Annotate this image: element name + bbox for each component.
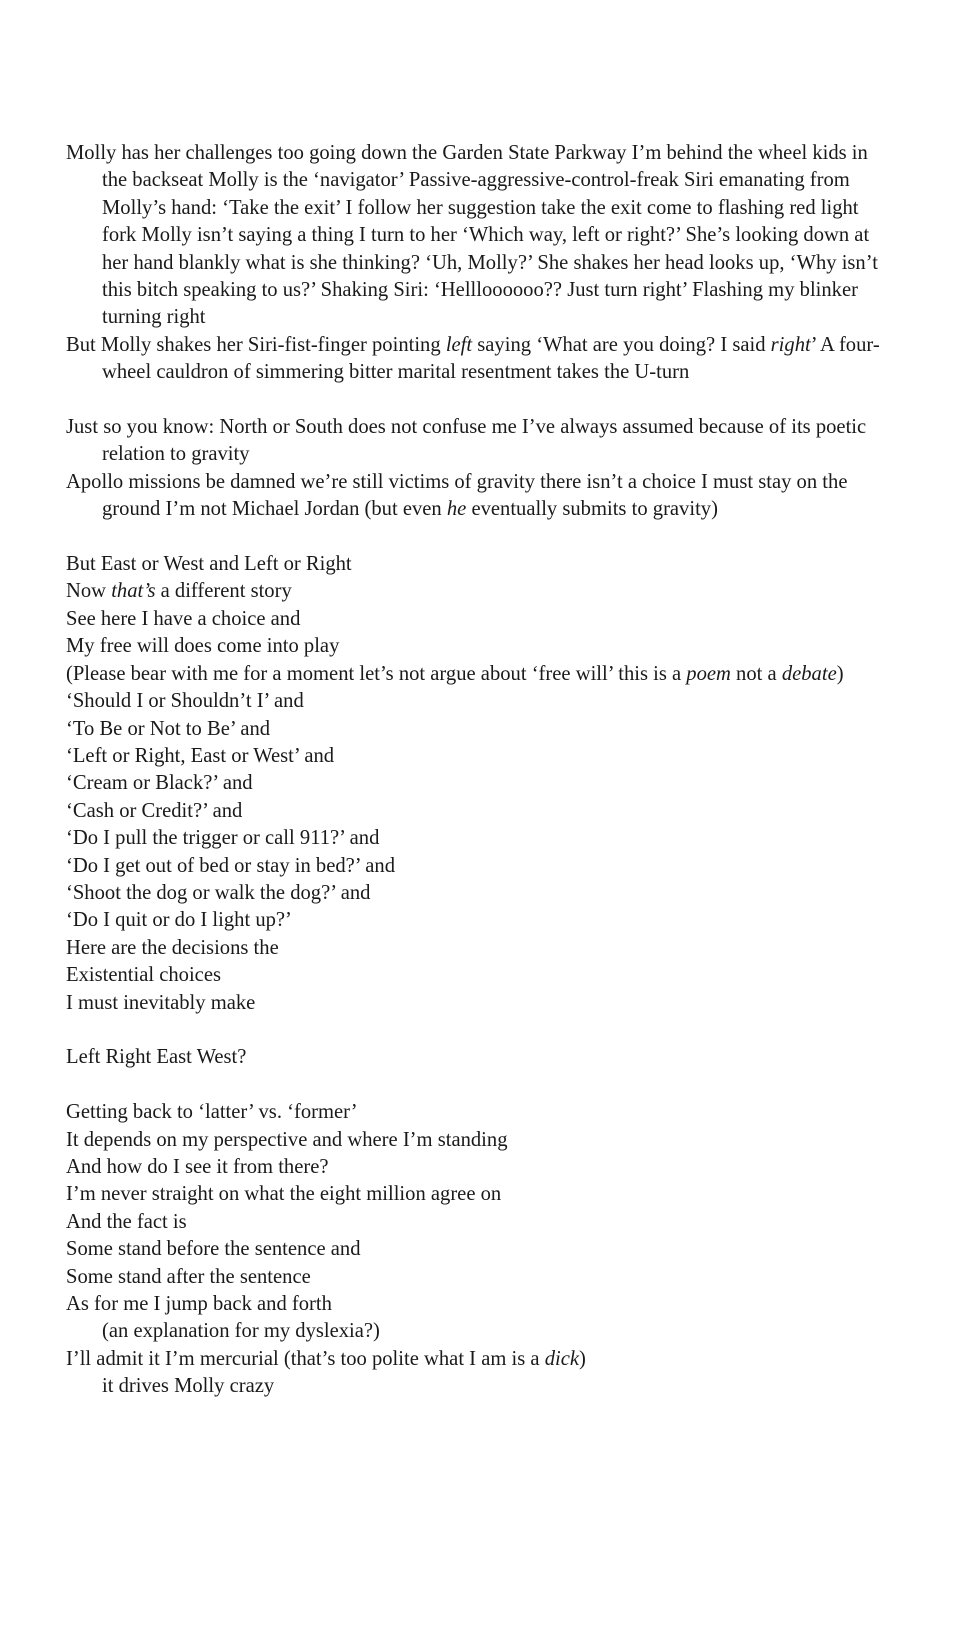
- poem-line: [66, 962, 886, 989]
- poem-line: [66, 1264, 886, 1291]
- line-text: Just so you know: North or South does not confuse me I’ve always assumed because of its poetic relation to gravity: [66, 416, 867, 466]
- line-text: ‘Do I pull the trigger or call 911?’ and: [66, 827, 380, 850]
- poem-stanza: [66, 414, 886, 524]
- line-text: Existential choices: [66, 964, 221, 987]
- line-text: I must inevitably make: [66, 991, 256, 1014]
- poem-line: [66, 1099, 886, 1126]
- line-text: ‘Cash or Credit?’ and: [66, 799, 243, 822]
- line-text: ‘Left or Right, East or West’ and: [66, 744, 335, 767]
- line-text: ‘Cream or Black?’ and: [66, 772, 253, 795]
- line-text: Here are the decisions the: [66, 936, 279, 959]
- line-text: Some stand before the sentence and: [66, 1238, 361, 1261]
- line-text: ): [836, 662, 844, 685]
- line-text: I’ll admit it I’m mercurial (that’s too polite what I am is a: [66, 1347, 545, 1370]
- line-text: Apollo missions be damned we’re still victims of gravity there isn’t a choice I must stay on the ground I’m not Michael Jordan (but even: [66, 470, 848, 521]
- line-text: And how do I see it from there?: [66, 1155, 329, 1178]
- poem-stanza: [66, 140, 886, 387]
- poem-line: [66, 332, 886, 387]
- poem-stanza: [66, 551, 886, 1017]
- line-text: See here I have a choice and: [66, 607, 301, 630]
- poem-line: [66, 1044, 886, 1071]
- poem-line: [66, 770, 886, 797]
- poem-line: [66, 990, 886, 1017]
- italic-text: he: [446, 498, 467, 521]
- line-text: ‘To Be or Not to Be’ and: [66, 717, 271, 740]
- poem-line: [66, 551, 886, 578]
- line-text: ‘Do I get out of bed or stay in bed?’ and: [66, 854, 396, 877]
- poem-stanza: [66, 1044, 886, 1071]
- line-text: saying ‘What are you doing? I said: [472, 333, 771, 356]
- poem-line: [66, 606, 886, 633]
- line-text: I’m never straight on what the eight million agree on: [66, 1183, 502, 1206]
- italic-text: right: [770, 333, 811, 356]
- line-text: a different story: [155, 580, 292, 603]
- poem-line: [66, 1346, 886, 1373]
- line-text: (an explanation for my dyslexia?): [102, 1320, 380, 1343]
- line-text: But Molly shakes her Siri-fist-finger pointing: [66, 333, 446, 356]
- poem-line: [66, 578, 886, 605]
- poem-line: [66, 907, 886, 934]
- line-text: ‘Do I quit or do I light up?’: [66, 909, 292, 932]
- italic-text: debate: [781, 662, 837, 685]
- poem-line: [66, 1236, 886, 1263]
- line-text: Molly has her challenges too going down the Garden State Parkway I’m behind the wheel kids in the backseat Molly is the ‘navigator’ Passive-aggressive-control-freak Siri emanating from Molly’s hand: ‘Take the exit’ I follow her suggestion take the exit come to flashing red light fork Molly isn’t saying a thing I turn to her ‘Which way, left or right?’ She’s looking down at her hand blankly what is she thinking? ‘Uh, Molly?’ She shakes her head looks up, ‘Why isn’t this bitch speaking to us?’ Shaking Siri: ‘Hellloooooo?? Just turn right’ Flashing my blinker turning right: [66, 142, 878, 329]
- poem-line: [66, 661, 886, 688]
- line-text: But East or West and Left or Right: [66, 553, 352, 576]
- poem-line: [66, 1181, 886, 1208]
- line-text: ’ A four-wheel cauldron of simmering bitter marital resentment takes the U-turn: [102, 333, 880, 384]
- poem-line: [66, 1127, 886, 1154]
- line-text: ‘Shoot the dog or walk the dog?’ and: [66, 881, 371, 904]
- poem-line: [66, 1291, 886, 1318]
- line-text: Some stand after the sentence: [66, 1265, 311, 1288]
- poem-body: [66, 140, 886, 1401]
- italic-text: that’s: [111, 580, 156, 603]
- poem-line: [66, 469, 886, 524]
- poem-line: [66, 880, 886, 907]
- line-text: Now: [66, 580, 112, 603]
- poem-line: [66, 633, 886, 660]
- poem-line: [66, 1318, 886, 1345]
- poem-line: [66, 935, 886, 962]
- line-text: My free will does come into play: [66, 635, 340, 658]
- line-text: ‘Should I or Shouldn’t I’ and: [66, 690, 304, 713]
- line-text: It depends on my perspective and where I’m standing: [66, 1128, 508, 1151]
- line-text: As for me I jump back and forth: [66, 1293, 332, 1315]
- italic-text: dick: [544, 1347, 579, 1370]
- line-text: Getting back to ‘latter’ vs. ‘former’: [66, 1101, 358, 1124]
- line-text: not a: [730, 662, 782, 685]
- line-text: ): [579, 1347, 586, 1370]
- poem-line: [66, 1209, 886, 1236]
- line-text: it drives Molly crazy: [102, 1375, 275, 1398]
- poem-line: [66, 798, 886, 825]
- poem-line: [66, 825, 886, 852]
- poem-line: [66, 743, 886, 770]
- line-text: And the fact is: [66, 1210, 187, 1233]
- poem-line: [66, 1154, 886, 1181]
- poem-stanza: [66, 1099, 886, 1400]
- line-text: eventually submits to gravity): [466, 498, 718, 521]
- poem-line: [66, 414, 886, 469]
- poem-line: [66, 1373, 886, 1400]
- line-text: (Please bear with me for a moment let’s not argue about ‘free will’ this is a: [66, 662, 687, 685]
- poem-line: [66, 716, 886, 743]
- poem-line: [66, 140, 886, 332]
- italic-text: poem: [686, 662, 731, 685]
- italic-text: left: [445, 333, 473, 356]
- poem-line: [66, 853, 886, 880]
- line-text: Left Right East West?: [66, 1046, 247, 1069]
- poem-line: [66, 688, 886, 715]
